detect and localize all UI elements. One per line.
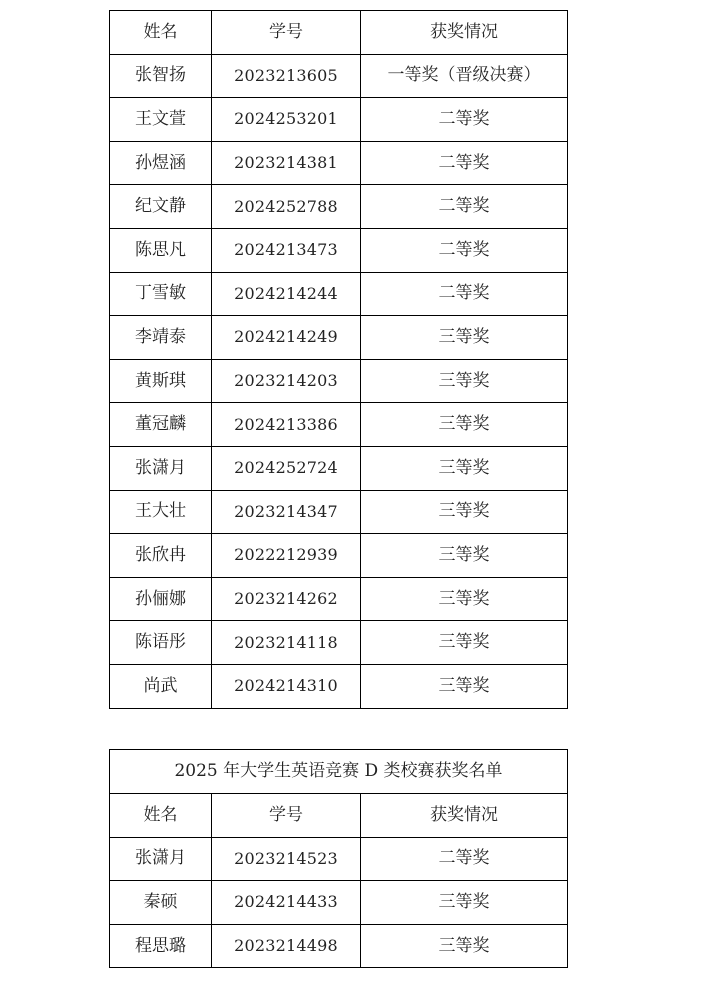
cell-name: 张潇月 — [110, 837, 212, 881]
cell-award: 三等奖 — [361, 577, 568, 621]
cell-name: 尚武 — [110, 664, 212, 708]
table-row — [110, 837, 568, 881]
cell-award: 二等奖 — [361, 228, 568, 272]
cell-award: 二等奖 — [361, 185, 568, 229]
header-student-id: 学号 — [212, 11, 361, 55]
cell-name: 张智扬 — [110, 54, 212, 98]
cell-student-id: 2023214498 — [212, 924, 361, 968]
cell-name: 董冠麟 — [110, 403, 212, 447]
cell-student-id: 2023214262 — [212, 577, 361, 621]
table-row — [110, 924, 568, 968]
cell-student-id: 2023214118 — [212, 621, 361, 665]
table-row — [110, 881, 568, 925]
cell-award: 三等奖 — [361, 664, 568, 708]
cell-student-id: 2024252788 — [212, 185, 361, 229]
table-row — [110, 272, 568, 316]
table-row — [110, 316, 568, 360]
table-row — [110, 98, 568, 142]
cell-name: 张潇月 — [110, 446, 212, 490]
table-header-row — [110, 11, 568, 55]
cell-student-id: 2024214433 — [212, 881, 361, 925]
cell-student-id: 2024253201 — [212, 98, 361, 142]
cell-name: 黄斯琪 — [110, 359, 212, 403]
cell-student-id: 2023214203 — [212, 359, 361, 403]
cell-name: 孙俪娜 — [110, 577, 212, 621]
cell-student-id: 2023214381 — [212, 141, 361, 185]
table-row — [110, 228, 568, 272]
table-row — [110, 534, 568, 578]
header-award: 获奖情况 — [361, 11, 568, 55]
cell-name: 张欣冉 — [110, 534, 212, 578]
header-name: 姓名 — [110, 11, 212, 55]
cell-award: 三等奖 — [361, 490, 568, 534]
cell-award: 三等奖 — [361, 924, 568, 968]
header-student-id: 学号 — [212, 794, 361, 838]
cell-student-id: 2024252724 — [212, 446, 361, 490]
cell-name: 纪文静 — [110, 185, 212, 229]
cell-student-id: 2024213386 — [212, 403, 361, 447]
table-row — [110, 577, 568, 621]
cell-award: 三等奖 — [361, 621, 568, 665]
cell-student-id: 2023213605 — [212, 54, 361, 98]
cell-name: 王大壮 — [110, 490, 212, 534]
cell-award: 三等奖 — [361, 359, 568, 403]
header-name: 姓名 — [110, 794, 212, 838]
table-row — [110, 490, 568, 534]
cell-award: 一等奖（晋级决赛） — [361, 54, 568, 98]
table-row — [110, 403, 568, 447]
cell-student-id: 2023214347 — [212, 490, 361, 534]
cell-award: 二等奖 — [361, 272, 568, 316]
table-header-row — [110, 794, 568, 838]
cell-student-id: 2023214523 — [212, 837, 361, 881]
table-title: 2025 年大学生英语竞赛 D 类校赛获奖名单 — [110, 750, 568, 794]
cell-award: 二等奖 — [361, 141, 568, 185]
cell-name: 陈语彤 — [110, 621, 212, 665]
table-row — [110, 54, 568, 98]
cell-name: 丁雪敏 — [110, 272, 212, 316]
cell-name: 陈思凡 — [110, 228, 212, 272]
cell-award: 二等奖 — [361, 837, 568, 881]
cell-name: 程思璐 — [110, 924, 212, 968]
cell-student-id: 2022212939 — [212, 534, 361, 578]
award-table-1 — [109, 10, 568, 709]
cell-student-id: 2024213473 — [212, 228, 361, 272]
cell-student-id: 2024214310 — [212, 664, 361, 708]
cell-student-id: 2024214249 — [212, 316, 361, 360]
cell-name: 秦硕 — [110, 881, 212, 925]
cell-name: 李靖泰 — [110, 316, 212, 360]
award-table-2 — [109, 749, 568, 968]
cell-name: 王文萱 — [110, 98, 212, 142]
cell-award: 三等奖 — [361, 881, 568, 925]
table-row — [110, 664, 568, 708]
table-title-row — [110, 750, 568, 794]
cell-award: 三等奖 — [361, 403, 568, 447]
table-row — [110, 359, 568, 403]
cell-student-id: 2024214244 — [212, 272, 361, 316]
cell-award: 三等奖 — [361, 446, 568, 490]
cell-award: 二等奖 — [361, 98, 568, 142]
table-row — [110, 621, 568, 665]
table-row — [110, 141, 568, 185]
table-row — [110, 185, 568, 229]
cell-award: 三等奖 — [361, 316, 568, 360]
header-award: 获奖情况 — [361, 794, 568, 838]
cell-name: 孙煜涵 — [110, 141, 212, 185]
cell-award: 三等奖 — [361, 534, 568, 578]
table-row — [110, 446, 568, 490]
